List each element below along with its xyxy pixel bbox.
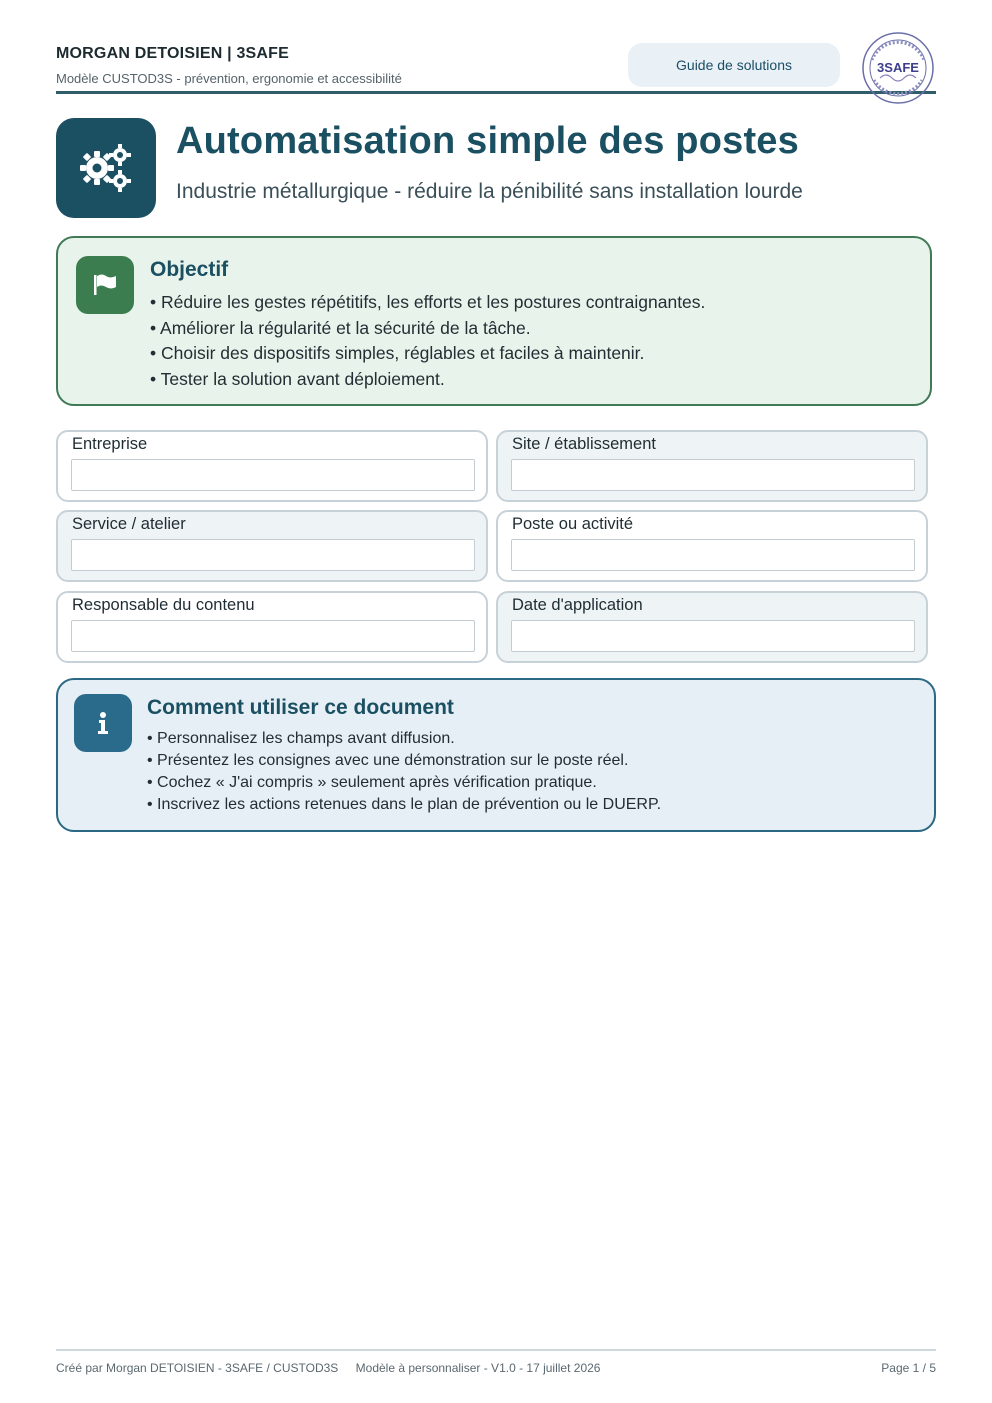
footer-author: Créé par Morgan DETOISIEN - 3SAFE / CUSTOD3S	[56, 1361, 339, 1375]
howto-item: • Inscrivez les actions retenues dans le plan de prévention ou le DUERP.	[147, 796, 662, 813]
objective-item: • Tester la solution avant déploiement.	[150, 368, 445, 389]
brand-name: MORGAN DETOISIEN | 3SAFE	[56, 45, 290, 62]
responsable-input[interactable]	[71, 620, 475, 652]
field-label: Site / établissement	[512, 435, 656, 453]
objective-item: • Choisir des dispositifs simples, réglables et faciles à maintenir.	[150, 343, 645, 363]
svg-text:3SAFE: 3SAFE	[877, 60, 919, 75]
page-header	[56, 40, 936, 94]
poste-input[interactable]	[511, 539, 915, 571]
footer-credit	[56, 1361, 600, 1375]
objective-list	[150, 290, 705, 392]
entreprise-input[interactable]	[71, 459, 475, 491]
flag-icon	[76, 256, 134, 314]
howto-item: • Présentez les consignes avec une démonstration sur le poste réel.	[147, 752, 629, 769]
objective-item: • Améliorer la régularité et la sécurité de la tâche.	[150, 317, 531, 338]
service-input[interactable]	[71, 539, 475, 571]
stamp-logo	[860, 30, 936, 106]
field-label: Entreprise	[72, 435, 148, 453]
date-input[interactable]	[511, 620, 915, 652]
page-title: Automatisation simple des postes	[176, 120, 799, 162]
howto-list	[147, 728, 661, 816]
howto-card	[56, 678, 936, 832]
field-site	[496, 430, 928, 502]
page-subtitle: Industrie métallurgique - réduire la pénibilité sans installation lourde	[176, 180, 803, 203]
field-responsable	[56, 591, 488, 663]
gears-icon	[56, 118, 156, 218]
brand-subtitle: Modèle CUSTOD3S - prévention, ergonomie et accessibilité	[56, 71, 402, 86]
field-service	[56, 510, 488, 582]
guide-badge: Guide de solutions	[628, 43, 840, 87]
info-icon	[74, 694, 132, 752]
objective-card	[56, 236, 932, 406]
field-label: Responsable du contenu	[72, 596, 255, 614]
field-date	[496, 591, 928, 663]
field-poste	[496, 510, 928, 582]
page-number: Page 1 / 5	[881, 1361, 936, 1375]
header-divider	[56, 91, 936, 94]
objective-title: Objectif	[150, 258, 229, 281]
field-label: Service / atelier	[72, 515, 186, 533]
site-input[interactable]	[511, 459, 915, 491]
footer-divider	[56, 1349, 936, 1351]
objective-item: • Réduire les gestes répétitifs, les efforts et les postures contraignantes.	[150, 292, 706, 312]
field-label: Poste ou activité	[512, 515, 634, 533]
footer-template: Modèle à personnaliser - V1.0 - 17 juillet 2026	[355, 1361, 601, 1375]
howto-item: • Cochez « J'ai compris » seulement après vérification pratique.	[147, 774, 597, 791]
field-label: Date d'application	[512, 596, 643, 614]
field-entreprise	[56, 430, 488, 502]
howto-title: Comment utiliser ce document	[147, 696, 454, 719]
howto-item: • Personnalisez les champs avant diffusion.	[147, 730, 455, 747]
